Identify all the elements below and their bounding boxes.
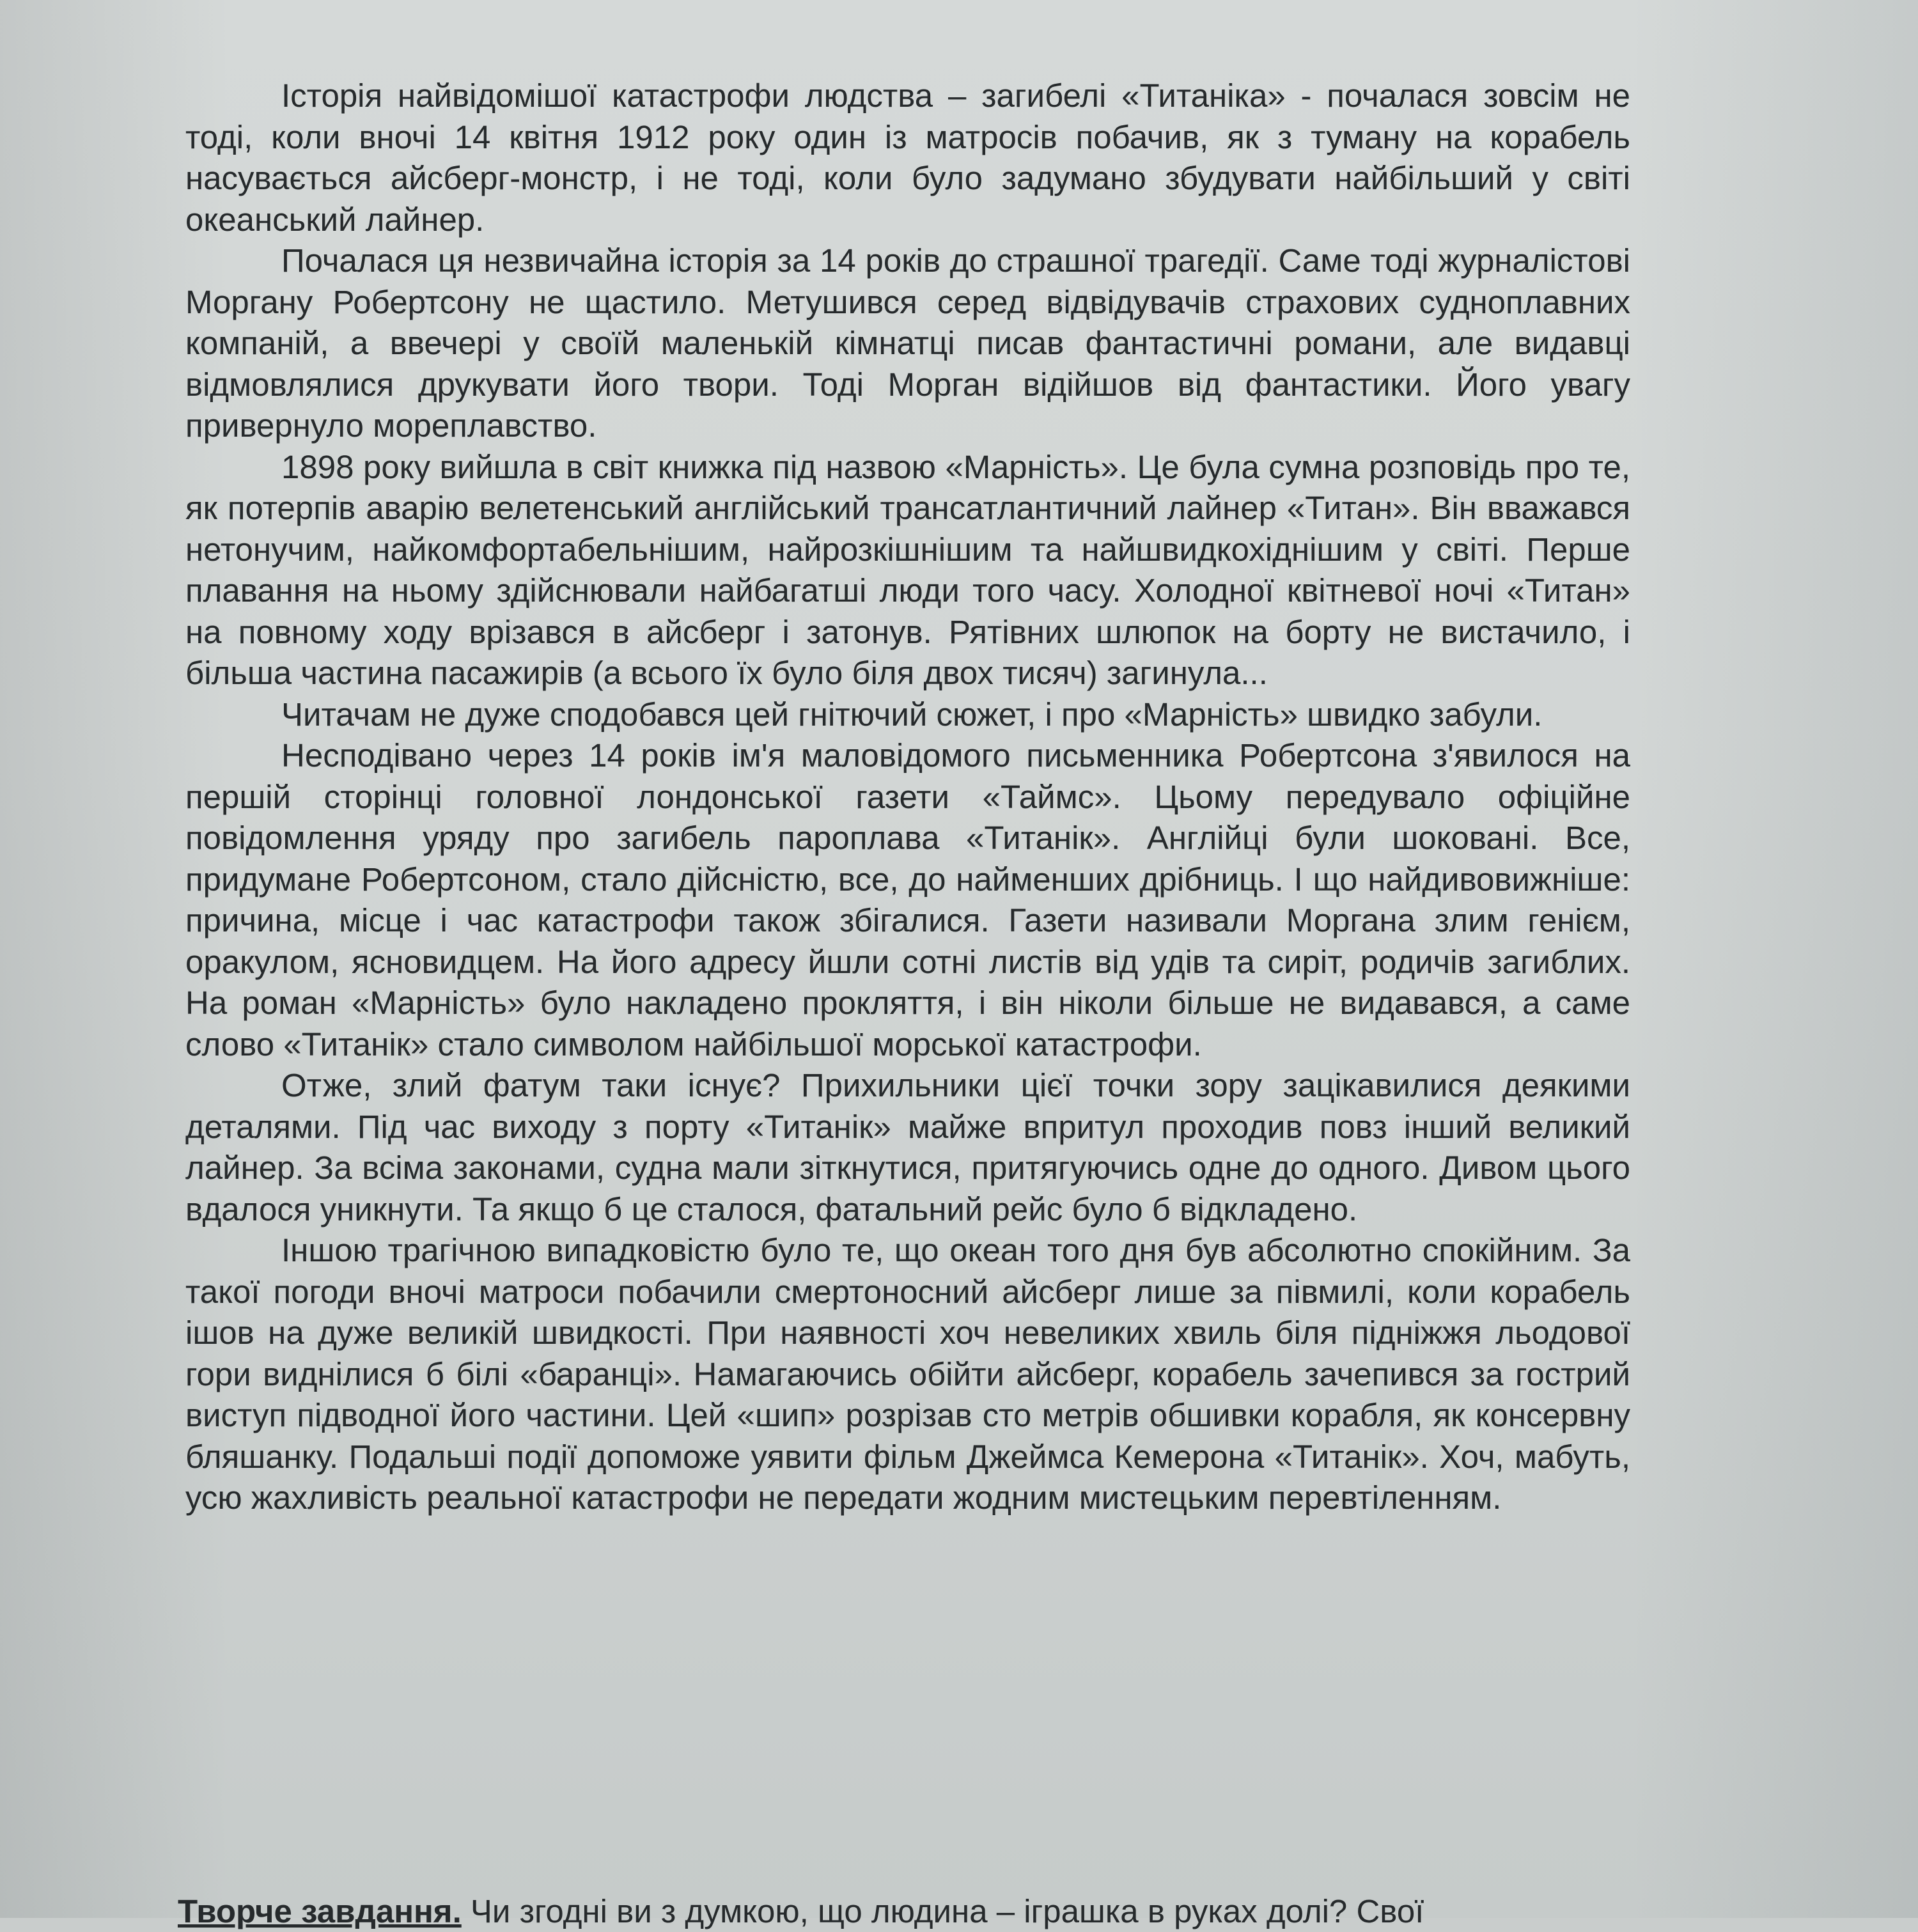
creative-task <box>178 1891 1917 1932</box>
paragraph-1: Історія найвідомішої катастрофи людства – загибелі «Титаніка» - почалася зовсім не тоді, коли вночі 14 квітня 1912 року один із матросів побачив, як з туману на корабель насувається айсберг-монстр, і не тоді, коли було задумано збудувати найбільший у світі океанський лайнер. <box>185 77 1630 238</box>
paragraph-7: Іншою трагічною випадковістю було те, що океан того дня був абсолютно спокійним. За такої погоди вночі матроси побачили смертоносний айсберг лише за півмилі, коли корабель ішов на дуже великій швидкості. При наявності хоч невеликих хвиль біля підніжжя льодової гори виднілися б білі «баранці». Намагаючись обійти айсберг, корабель зачепився за гострий виступ підводної його частини. Цей «шип» розрізав сто метрів обшивки корабля, як консервну бляшанку. Подальші події допоможе уявити фільм Джеймса Кемерона «Титанік». Хоч, мабуть, усю жахливість реальної катастрофи не передати жодним мистецьким перевтіленням. <box>185 1232 1630 1516</box>
paragraph-4: Читачам не дуже сподобався цей гнітючий сюжет, і про «Марність» швидко забули. <box>281 696 1543 733</box>
paragraph-6: Отже, злий фатум таки існує? Прихильники цієї точки зору зацікавилися деякими деталями. Під час виходу з порту «Титанік» майже впритул проходив повз інший великий лайнер. За всіма законами, судна мали зіткнутися, притягуючись одне до одного. Дивом цього вдалося уникнути. Та якщо б це сталося, фатальний рейс було б відкладено. <box>185 1067 1630 1227</box>
paragraph-3: 1898 року вийшла в світ книжка під назвою «Марність». Це була сумна розповідь про те, як потерпів аварію велетенський англійський трансатлантичний лайнер «Титан». Він вважався нетонучим, найкомфортабельнішим, найрозкішнішим та найшвидкохіднішим у світі. Перше плавання на ньому здійснювали найбагатші люди того часу. Холодної квітневої ночі «Титан» на повному ходу врізався в айсберг і затонув. Рятівних шлюпок на борту не вистачило, і більша частина пасажирів (а всього їх було біля двох тисяч) загинула... <box>185 448 1630 691</box>
article-body <box>185 75 1630 1519</box>
task-heading: Творче завдання. <box>178 1893 462 1929</box>
paragraph-5: Несподівано через 14 років ім'я маловідомого письменника Робертсона з'явилося на першій сторінці головної лондонської газети «Таймс». Цьому передувало офіційне повідомлення уряду про загибель пароплава «Титанік». Англійці були шоковані. Все, придумане Робертсоном, стало дійсністю, все, до найменших дрібниць. І що найдивовижніше: причина, місце і час катастрофи також збігалися. Газети називали Моргана злим генієм, оракулом, ясновидцем. На його адресу йшли сотні листів від удів та сиріт, родичів загиблих. На роман «Марність» було накладено прокляття, і він ніколи більше не видавався, а саме слово «Титанік» стало символом найбільшої морської катастрофи. <box>185 737 1630 1063</box>
task-text: Чи згодні ви з думкою, що людина – іграшка в руках долі? Свої <box>461 1893 1424 1929</box>
paragraph-2: Почалася ця незвичайна історія за 14 років до страшної трагедії. Саме тоді журналістові Моргану Робертсону не щастило. Метушився серед відвідувачів страхових судноплавних компаній, а ввечері у своїй маленькій кімнатці писав фантастичні романи, але видавці відмовлялися друкувати його твори. Тоді Морган відійшов від фантастики. Його увагу привернуло мореплавство. <box>185 242 1630 444</box>
